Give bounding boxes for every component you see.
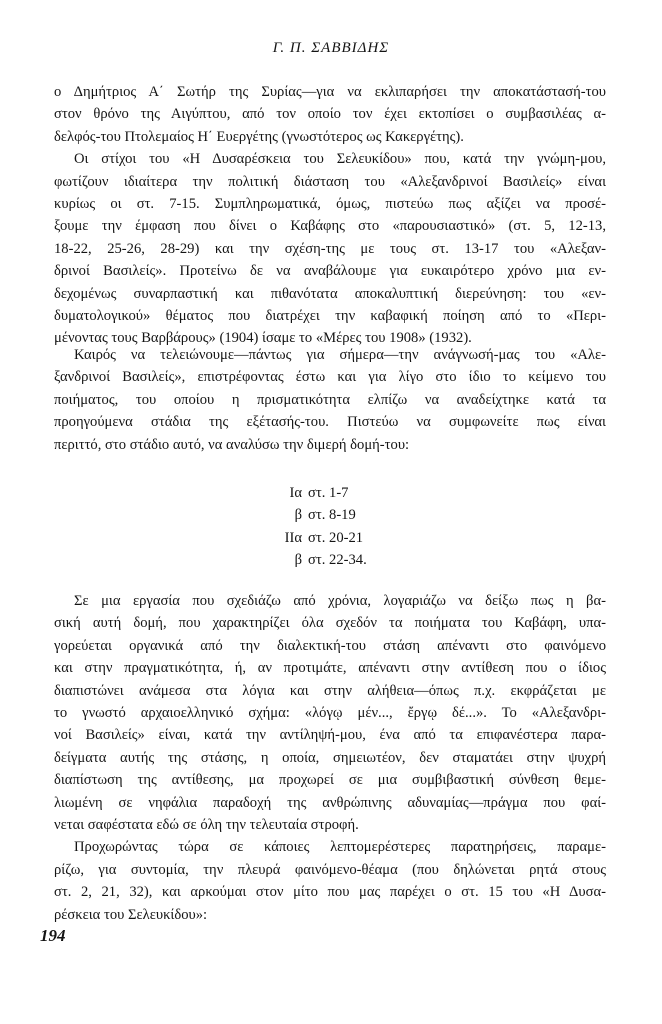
text-line: Προχωρώντας τώρα σε κάποιες λεπτομερέστερες παρατηρήσεις, παραμε-: [74, 839, 606, 856]
text-line: 18-22, 25-26, 28-29) και την σχέση-της με τους στ. 13-17 του «Αλεξαν-: [54, 240, 606, 257]
text-block-3: [54, 590, 606, 926]
structure-part: β: [294, 507, 302, 524]
structure-range: στ. 8-19: [308, 507, 356, 524]
text-block-1: [54, 81, 606, 350]
text-line: νεται σαφέστατα εδώ σε όλη την τελευταία στροφή.: [54, 817, 359, 834]
text-line: στ. 2, 21, 32), και αρκούμαι στον μίτο που μας παρέχει ο στ. 15 του «Η Δυσα-: [54, 884, 606, 901]
text-line: ρίζω, για συντομία, την πλευρά φαινόμενο-θέαμα (που δηλώνεται ρητά στους: [54, 861, 606, 878]
paragraph-verses-discussion: [54, 148, 606, 350]
text-line: λιωμένη σε νηφάλια παραδοχή της ανθρώπινης αδυναμίας—πράγμα που φαί-: [54, 794, 606, 811]
text-line: μένοντας τους Βαρβάρους» (1904) ίσαμε το «Μέρες του 1908» (1932).: [54, 330, 472, 347]
text-line: διαπίστωση της αντίθεσης, μα προχωρεί σε μια συμβιβαστική σύνθεση θεμε-: [54, 772, 606, 789]
paragraph-conclusion-intro: [54, 344, 606, 456]
text-block-2: [54, 344, 606, 456]
text-line: ξουμε την έμφαση που δίνει ο Καβάφης στο «παρουσιαστικό» (στ. 5, 12-13,: [54, 218, 606, 235]
page-number: 194: [40, 926, 66, 945]
structure-scheme: [268, 482, 367, 572]
text-line: ξανδρινοί Βασιλείς», επιστρέφοντας έστω και για λίγο στο ίδιο το κείμενο του: [54, 369, 606, 386]
text-line: δεχομένως συναρπαστική και πιθανότατα αποκαλυπτική διερεύνηση: του «εν-: [54, 285, 606, 302]
text-line: προηγούμενα στάδια της εξέτασής-του. Πιστεύω να συμφωνείτε πως είναι: [54, 414, 606, 431]
paragraph-observations: [54, 836, 606, 926]
structure-range: στ. 20-21: [308, 529, 364, 546]
text-line: στον θρόνο της Αιγύπτου, από τον οποίο τον έχει εκτοπίσει ο συμβασιλέας α-: [54, 106, 606, 123]
text-line: δελφός-του Πτολεμαίος Η΄ Ευεργέτης (γνωστότερος ως Κακεργέτης).: [54, 128, 464, 145]
structure-part: Ια: [289, 485, 302, 501]
structure-row: [268, 504, 367, 526]
text-line: δείγματα αυτής της στάσης, η οποία, σημειωτέον, δεν σταματάει στην ψυχρή: [54, 749, 606, 766]
text-line: γορεύεται οργανικά από την διαλεκτική-του στάση απέναντι στο φαινόμενο: [54, 637, 606, 654]
paragraph-dialectic: [54, 590, 606, 836]
text-line: και στην πραγματικότητα, ή, αν προτιμάτε, απέναντι στην αντίθεση που ο ίδιος: [54, 660, 606, 677]
text-line: νοί Βασιλείς» είναι, κατά την αντίληψή-μου, ένα από τα επιφανέστερα παρα-: [54, 727, 606, 744]
text-line: δυματολογικού» θέματος που διατρέχει την καβαφική ποίηση από το «Περι-: [54, 308, 606, 325]
text-line: σική αυτή δομή, που χαρακτηρίζει όλα σχεδόν τα ποιήματα του Καβάφη, υπα-: [54, 615, 606, 632]
text-line: το γνωστό αρχαιοελληνικό σχήμα: «λόγῳ μέν..., ἔργῳ δέ...». Το «Αλεξανδρι-: [54, 705, 606, 722]
text-line: δρινοί Βασιλείς». Προτείνω δε να αναβάλουμε για ευκαιρότερο χρόνο μια εν-: [54, 263, 606, 280]
text-line: Οι στίχοι του «Η Δυσαρέσκεια του Σελευκίδου» που, κατά την γνώμη-μου,: [74, 151, 606, 168]
running-header: Γ. Π. ΣΑΒΒΙΔΗΣ: [272, 40, 390, 56]
text-line: φωτίζουν ιδιαίτερα την πολιτική διάσταση του «Αλεξανδρινοί Βασιλείς» είναι: [54, 173, 606, 190]
text-line: ρέσκεια του Σελευκίδου»:: [54, 906, 208, 923]
text-line: ο Δημήτριος Α΄ Σωτήρ της Συρίας—για να εκλιπαρήσει την αποκατάστασή-του: [54, 84, 606, 100]
structure-part: ΙΙα: [284, 529, 302, 546]
structure-range: στ. 22-34.: [308, 552, 367, 569]
text-line: περιττό, στο στάδιο αυτό, να αναλύσω την διμερή δομή-του:: [54, 436, 410, 453]
structure-row: [268, 527, 367, 549]
structure-row: [268, 482, 367, 504]
text-line: Καιρός να τελειώνουμε—πάντως για σήμερα—την ανάγνωσή-μας του «Αλε-: [74, 347, 606, 363]
structure-row: [268, 549, 367, 571]
structure-range: στ. 1-7: [308, 485, 349, 501]
paragraph-continued: [54, 81, 606, 148]
text-line: ποιήματος, του οποίου η πρισματικότητα ελπίζω να αναδείχτηκε κατά τα: [54, 391, 606, 408]
text-line: Σε μια εργασία που σχεδιάζω από χρόνια, λογαριάζω να δείξω πως η βα-: [74, 593, 606, 609]
text-line: κυρίως οι στ. 7-15. Συμπληρωματικά, όμως, πιστεύω πως αξίζει να προσέ-: [54, 196, 606, 213]
text-line: διαπιστώνει ανάμεσα στα λόγια και στην αλήθεια—όπως π.χ. εκφράζεται με: [54, 682, 606, 699]
structure-part: β: [294, 552, 302, 569]
